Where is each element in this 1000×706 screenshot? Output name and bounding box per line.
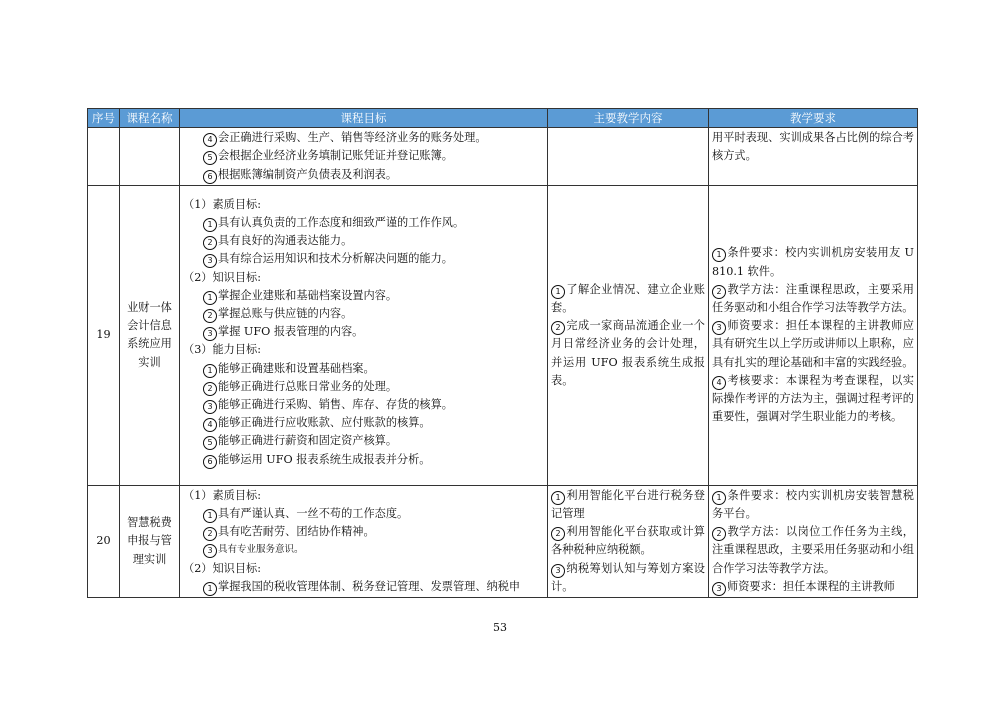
header-requirement: 教学要求 <box>709 109 918 128</box>
index-cell: 19 <box>88 185 120 485</box>
numbered-marker-icon: 2 <box>203 236 217 250</box>
requirement-item: 3 师资要求：担任本课程的主讲教师 <box>712 578 914 596</box>
numbered-marker-icon: 3 <box>203 544 217 558</box>
index-cell <box>88 128 120 186</box>
numbered-marker-icon: 5 <box>203 151 217 165</box>
table-row-continued <box>88 128 918 186</box>
numbered-marker-icon: 2 <box>203 382 217 396</box>
course-table <box>87 108 918 598</box>
goal-cell <box>180 128 548 186</box>
numbered-marker-icon: 3 <box>203 327 217 341</box>
numbered-marker-icon: 1 <box>551 491 565 505</box>
content-cell <box>548 485 709 597</box>
numbered-marker-icon: 3 <box>203 254 217 268</box>
header-goal: 课程目标 <box>180 109 548 128</box>
header-course: 课程名称 <box>120 109 180 128</box>
table-header-row <box>88 109 918 128</box>
goal-item: 1 掌握我国的税收管理体制、税务登记管理、发票管理、纳税申 <box>183 578 544 596</box>
content-cell <box>548 185 709 485</box>
section-heading: （3）能力目标: <box>183 343 262 357</box>
section-heading: （1）素质目标: <box>183 488 262 502</box>
goal-item: 3 能够正确进行采购、销售、库存、存货的核算。 <box>183 396 544 414</box>
numbered-marker-icon: 6 <box>203 170 217 184</box>
goal-item: 2 具有吃苦耐劳、团结协作精神。 <box>183 523 544 541</box>
requirement-item: 3 师资要求：担任本课程的主讲教师应具有研究生以上学历或讲师以上职称，应具有扎实的理论基础和丰富的实践经验。 <box>712 319 914 369</box>
numbered-marker-icon: 2 <box>203 309 217 323</box>
requirement-item: 2 教学方法：注重课程思政，主要采用任务驱动和小组合作学习法等教学方法。 <box>712 282 914 314</box>
goal-item: 1 能够正确建账和设置基础档案。 <box>183 360 544 378</box>
numbered-marker-icon: 1 <box>712 491 726 505</box>
numbered-marker-icon: 1 <box>203 364 217 378</box>
content-cell <box>548 128 709 186</box>
numbered-marker-icon: 6 <box>203 455 217 469</box>
numbered-marker-icon: 2 <box>203 527 217 541</box>
goal-item: 6 能够运用 UFO 报表系统生成报表并分析。 <box>183 451 544 469</box>
goal-item: 5 能够正确进行薪资和固定资产核算。 <box>183 432 544 450</box>
numbered-marker-icon: 2 <box>712 285 726 299</box>
numbered-marker-icon: 1 <box>712 248 726 262</box>
numbered-marker-icon: 4 <box>203 418 217 432</box>
goal-item: 2 能够正确进行总账日常业务的处理。 <box>183 378 544 396</box>
goal-item: 2 掌握总账与供应链的内容。 <box>183 305 544 323</box>
goal-item: 2 具有良好的沟通表达能力。 <box>183 232 544 250</box>
section-heading: （1）素质目标: <box>183 197 262 211</box>
goal-item: 3 具有专业服务意识。 <box>183 541 544 559</box>
section-heading: （2）知识目标: <box>183 270 262 284</box>
content-item: 2 完成一家商品流通企业一个月日常经济业务的会计处理，并运用 UFO 报表系统生成报表。 <box>551 319 705 387</box>
numbered-marker-icon: 1 <box>203 582 217 596</box>
numbered-marker-icon: 4 <box>712 376 726 390</box>
goal-item: 4 能够正确进行应收账款、应付账款的核算。 <box>183 414 544 432</box>
numbered-marker-icon: 3 <box>203 400 217 414</box>
content-item: 2 利用智能化平台获取或计算各种税种应纳税额。 <box>551 525 705 557</box>
header-content: 主要教学内容 <box>548 109 709 128</box>
numbered-marker-icon: 3 <box>551 564 565 578</box>
goal-cell <box>180 185 548 485</box>
requirement-cell <box>709 485 918 597</box>
header-index: 序号 <box>88 109 120 128</box>
content-item: 3 纳税筹划认知与筹划方案设计。 <box>551 561 705 593</box>
requirement-item: 2 教学方法：以岗位工作任务为主线，注重课程思政，主要采用任务驱动和小组合作学习法等教学方法。 <box>712 525 914 575</box>
numbered-marker-icon: 1 <box>203 291 217 305</box>
goal-item: 1 掌握企业建账和基础档案设置内容。 <box>183 287 544 305</box>
goal-cell <box>180 485 548 597</box>
goal-item: 4 会正确进行采购、生产、销售等经济业务的账务处理。 <box>183 129 544 147</box>
requirement-item: 4 考核要求：本课程为考查课程，以实际操作考评的方法为主，强调过程考评的重要性，强调对学生职业能力的考核。 <box>712 373 914 424</box>
numbered-marker-icon: 1 <box>203 218 217 232</box>
requirement-cell <box>709 185 918 485</box>
goal-item: 1 具有严谨认真、一丝不苟的工作态度。 <box>183 505 544 523</box>
page-number: 53 <box>493 621 507 634</box>
goal-item: 3 掌握 UFO 报表管理的内容。 <box>183 323 544 341</box>
numbered-marker-icon: 2 <box>551 527 565 541</box>
numbered-marker-icon: 2 <box>712 527 726 541</box>
requirement-cell <box>709 128 918 186</box>
requirement-item: 1 条件要求：校内实训机房安装用友 U810.1 软件。 <box>712 246 914 278</box>
numbered-marker-icon: 3 <box>712 321 726 335</box>
numbered-marker-icon: 2 <box>551 321 565 335</box>
numbered-marker-icon: 1 <box>551 285 565 299</box>
content-item: 1 利用智能化平台进行税务登记管理 <box>551 488 705 521</box>
table-row-20 <box>88 485 918 597</box>
goal-item: 1 具有认真负责的工作态度和细致严谨的工作作风。 <box>183 214 544 232</box>
course-cell <box>120 128 180 186</box>
numbered-marker-icon: 4 <box>203 133 217 147</box>
numbered-marker-icon: 1 <box>203 509 217 523</box>
section-heading: （2）知识目标: <box>183 561 262 575</box>
requirement-text: 用平时表现、实训成果各占比例的综合考核方式。 <box>712 131 914 163</box>
goal-item: 5 会根据企业经济业务填制记账凭证并登记账簿。 <box>183 147 544 165</box>
content-item: 1 了解企业情况、建立企业账套。 <box>551 282 705 314</box>
course-name: 智慧税费申报与管理实训 <box>120 485 180 597</box>
course-name: 业财一体会计信息系统应用实训 <box>120 185 180 485</box>
index-cell: 20 <box>88 485 120 597</box>
numbered-marker-icon: 5 <box>203 436 217 450</box>
table-row-19 <box>88 185 918 485</box>
goal-item: 6 根据账簿编制资产负债表及利润表。 <box>183 166 544 184</box>
numbered-marker-icon: 3 <box>712 582 726 596</box>
requirement-item: 1 条件要求：校内实训机房安装智慧税务平台。 <box>712 488 914 521</box>
goal-item: 3 具有综合运用知识和技术分析解决问题的能力。 <box>183 250 544 268</box>
